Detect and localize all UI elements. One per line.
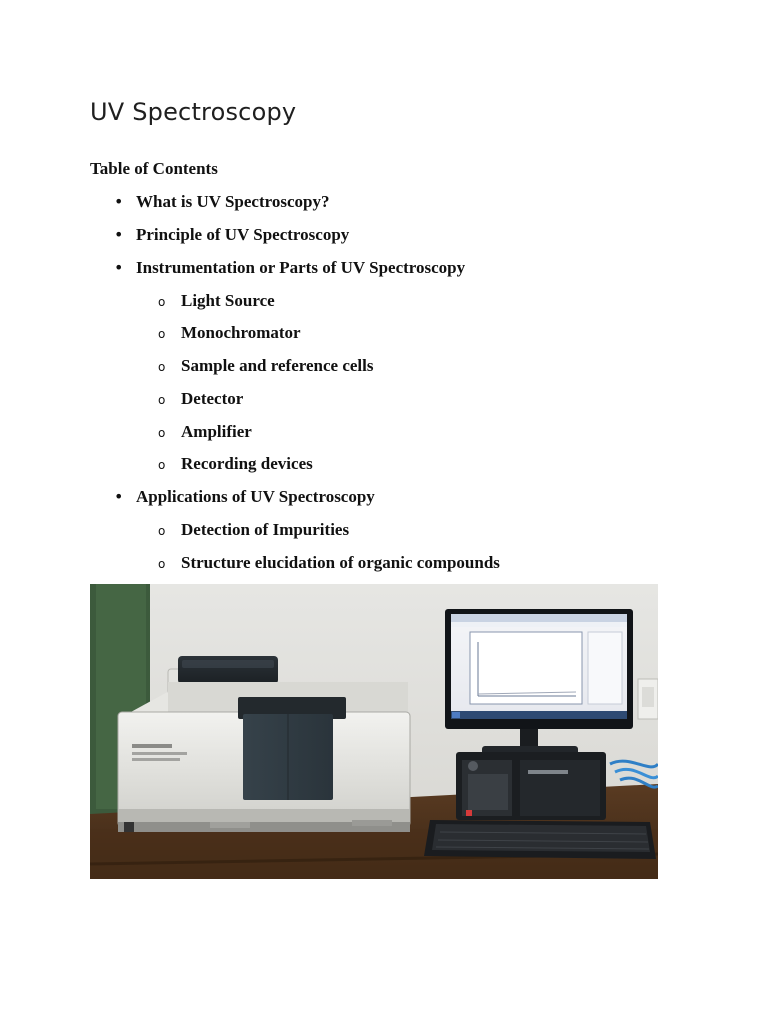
toc-item[interactable] (114, 191, 330, 213)
toc-item-label: Structure elucidation of organic compounds (181, 553, 500, 572)
toc-item[interactable] (114, 486, 375, 508)
circle-bullet-icon: o (158, 458, 166, 472)
toc-subitem[interactable] (158, 355, 374, 377)
bullet-icon: • (114, 487, 124, 506)
bullet-icon: • (114, 258, 124, 277)
toc-item-label: Applications of UV Spectroscopy (136, 487, 375, 506)
circle-bullet-icon: o (158, 360, 166, 374)
toc-subitem[interactable] (158, 322, 301, 344)
toc-item-label: Monochromator (181, 323, 301, 342)
toc-item-label: Detection of Impurities (181, 520, 350, 539)
toc-item[interactable] (114, 224, 350, 246)
toc-subitem[interactable] (158, 388, 244, 410)
bullet-icon: • (114, 192, 124, 211)
toc-item-label: What is UV Spectroscopy? (136, 192, 330, 211)
toc-subitem[interactable] (158, 453, 313, 475)
toc-item-label: Amplifier (181, 422, 252, 441)
toc-subitem[interactable] (158, 290, 275, 312)
circle-bullet-icon: o (158, 426, 166, 440)
toc-heading: Table of Contents (90, 159, 218, 178)
bullet-icon: • (114, 225, 124, 244)
page-title: UV Spectroscopy (90, 98, 297, 126)
toc-subitem[interactable] (158, 421, 252, 443)
circle-bullet-icon: o (158, 327, 166, 341)
circle-bullet-icon: o (158, 524, 166, 538)
toc-item-label: Instrumentation or Parts of UV Spectroscopy (136, 258, 466, 277)
toc-subitem[interactable] (158, 552, 500, 574)
toc-item-label: Detector (181, 389, 244, 408)
toc-item-label: Sample and reference cells (181, 356, 374, 375)
circle-bullet-icon: o (158, 393, 166, 407)
circle-bullet-icon: o (158, 557, 166, 571)
toc-item[interactable] (114, 257, 466, 279)
circle-bullet-icon: o (158, 295, 166, 309)
toc-item-label: Recording devices (181, 454, 313, 473)
toc-subitem[interactable] (158, 519, 350, 541)
toc-item-label: Light Source (181, 291, 275, 310)
toc-item-label: Principle of UV Spectroscopy (136, 225, 350, 244)
uv-spectrophotometer-photo (90, 584, 658, 879)
